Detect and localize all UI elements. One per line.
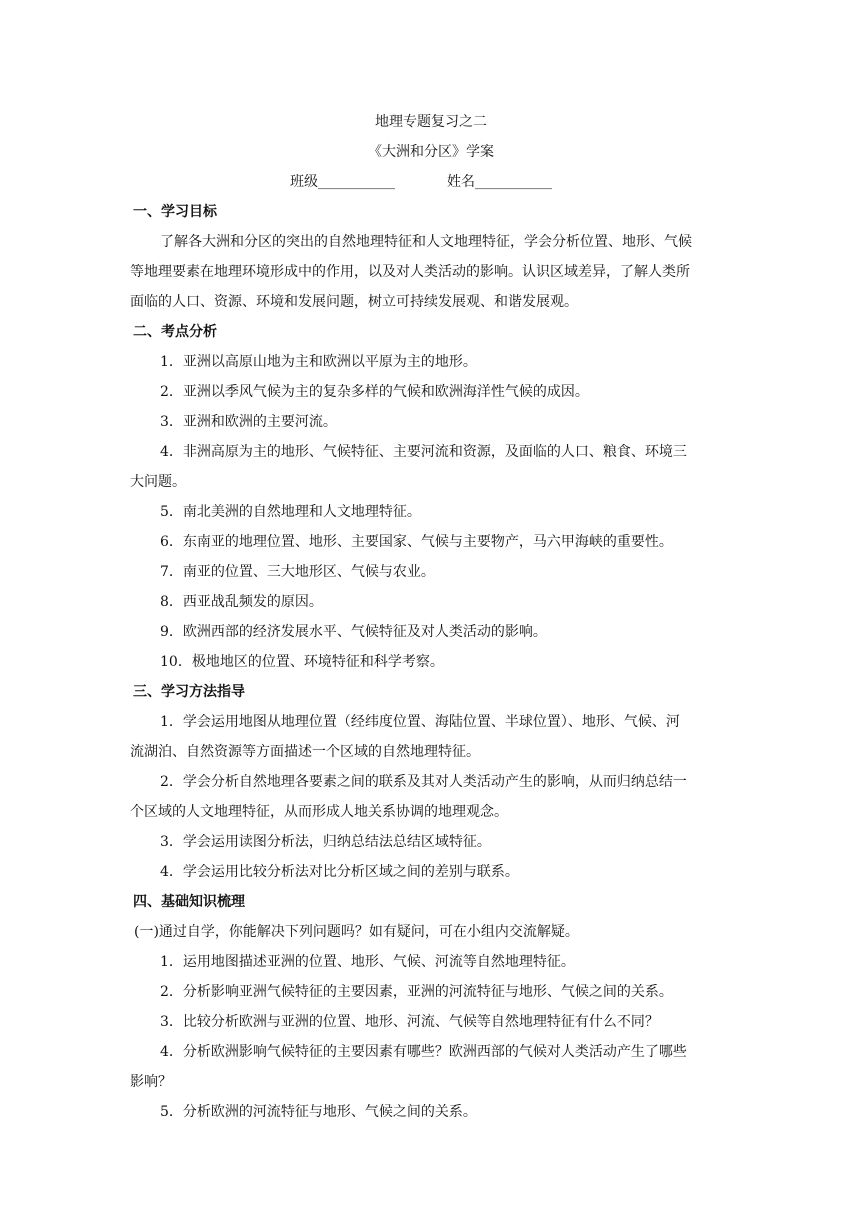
list-item: 3．亚洲和欧洲的主要河流。 <box>160 414 337 430</box>
objectives-line: 面临的人口、资源、环境和发展问题，树立可持续发展观、和谐发展观。 <box>130 294 578 310</box>
section-heading-basics: 四、基础知识梳理 <box>133 894 245 910</box>
list-item: 2．学会分析自然地理各要素之间的联系及其对人类活动产生的影响，从而归纳总结一 <box>160 774 687 790</box>
list-item: 2．分析影响亚洲气候特征的主要因素，亚洲的河流特征与地形、气候之间的关系。 <box>160 984 673 1000</box>
list-item-continuation: 个区域的人文地理特征，从而形成人地关系协调的地理观念。 <box>130 804 508 820</box>
section-heading-methods: 三、学习方法指导 <box>133 684 245 700</box>
document-body <box>130 107 732 1127</box>
doc-subtitle: 《大洲和分区》学案 <box>368 144 494 160</box>
list-item: 4．学会运用比较分析法对比分析区域之间的差别与联系。 <box>160 864 519 880</box>
list-item: 3．比较分析欧洲与亚洲的位置、地形、河流、气候等自然地理特征有什么不同？ <box>160 1014 659 1030</box>
list-item: 3．学会运用读图分析法，归纳总结法总结区域特征。 <box>160 834 491 850</box>
list-item: 6．东南亚的地理位置、地形、主要国家、气候与主要物产，马六甲海峡的重要性。 <box>160 534 673 550</box>
list-item: 8．西亚战乱频发的原因。 <box>160 594 323 610</box>
student-info-line <box>130 167 732 197</box>
objectives-line: 了解各大洲和分区的突出的自然地理特征和人文地理特征，学会分析位置、地形、气候 <box>160 234 692 250</box>
list-item: 5．分析欧洲的河流特征与地形、气候之间的关系。 <box>160 1104 477 1120</box>
list-item: 10．极地地区的位置、环境特征和科学考察。 <box>160 654 444 670</box>
list-item: 7．南亚的位置、三大地形区、气候与农业。 <box>160 564 435 580</box>
name-field: 姓名___________ <box>447 174 552 190</box>
doc-title: 地理专题复习之二 <box>375 114 487 130</box>
list-item-continuation: 大问题。 <box>130 474 186 490</box>
list-item: 1．运用地图描述亚洲的位置、地形、气候、河流等自然地理特征。 <box>160 954 575 970</box>
list-item: 9．欧洲西部的经济发展水平、气候特征及对人类活动的影响。 <box>160 624 547 640</box>
list-item: 2．亚洲以季风气候为主的复杂多样的气候和欧洲海洋性气候的成因。 <box>160 384 589 400</box>
list-item-continuation: 影响？ <box>130 1074 172 1090</box>
list-item: 4．分析欧洲影响气候特征的主要因素有哪些？欧洲西部的气候对人类活动产生了哪些 <box>160 1044 687 1060</box>
list-item: 1．亚洲以高原山地为主和欧洲以平原为主的地形。 <box>160 354 477 370</box>
list-item: 4．非洲高原为主的地形、气候特征、主要河流和资源，及面临的人口、粮食、环境三 <box>160 444 687 460</box>
section-heading-exam-points: 二、考点分析 <box>133 324 217 340</box>
list-item: 1．学会运用地图从地理位置（经纬度位置、海陆位置、半球位置）、地形、气候、河 <box>160 714 680 730</box>
section-heading-objectives: 一、学习目标 <box>133 204 217 220</box>
objectives-line: 等地理要素在地理环境形成中的作用，以及对人类活动的影响。认识区域差异，了解人类所 <box>130 264 690 280</box>
list-item: 5．南北美洲的自然地理和人文地理特征。 <box>160 504 421 520</box>
list-intro: (一)通过自学，你能解决下列问题吗？如有疑问，可在小组内交流解疑。 <box>134 924 579 940</box>
list-item-continuation: 流湖泊、自然资源等方面描述一个区域的自然地理特征。 <box>130 744 480 760</box>
class-field: 班级___________ <box>290 174 395 190</box>
